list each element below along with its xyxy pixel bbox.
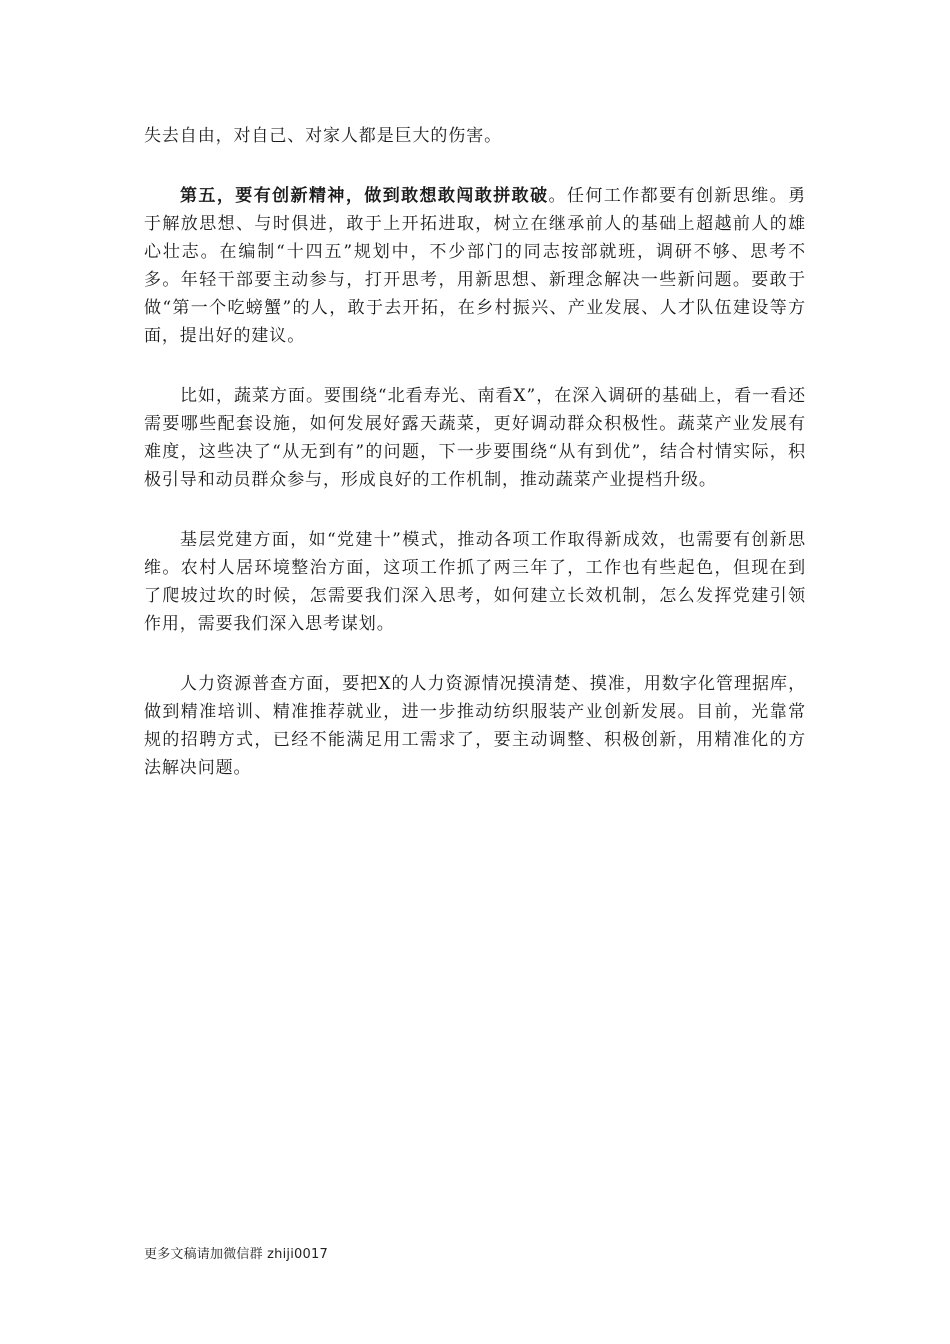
footer-note: 更多文稿请加微信群 zhiji0017 (144, 1247, 328, 1262)
paragraph-heading-bold: 第五，要有创新精神，做到敢想敢闯敢拼敢破 (180, 186, 549, 206)
paragraph-innovation-spirit (144, 182, 806, 350)
paragraph-text: 。任何工作都要有创新思维。勇于解放思想、与时俱进，敢于上开拓进取，树立在继承前人的基础上超越前人的雄心壮志。在编制“十四五”规划中，不少部门的同志按部就班，调研不够、思考不多。年轻干部要主动参与，打开思考，用新思想、新理念解决一些新问题。要敢于做“第一个吃螃蟹”的人，敢于去开拓，在乡村振兴、产业发展、人才队伍建设等方面，提出好的建议。 (144, 186, 806, 346)
paragraph-text: 基层党建方面，如“党建十”模式，推动各项工作取得新成效，也需要有创新思维。农村人居环境整治方面，这项工作抓了两三年了，工作也有些起色，但现在到了爬坡过坎的时候，怎需要我们深入思考，如何建立长效机制，怎么发挥党建引领作用，需要我们深入思考谋划。 (144, 530, 806, 634)
paragraph-continuation (144, 122, 806, 150)
paragraph-text: 失去自由，对自己、对家人都是巨大的伤害。 (144, 126, 502, 146)
paragraph-text: 比如，蔬菜方面。要围绕“北看寿光、南看X”，在深入调研的基础上，看一看还需要哪些配套设施，如何发展好露天蔬菜，更好调动群众积极性。蔬菜产业发展有难度，这些决了“从无到有”的问题，下一步要围绕“从有到优”，结合村情实际，积极引导和动员群众参与，形成良好的工作机制，推动蔬菜产业提档升级。 (144, 386, 806, 490)
document-body (144, 122, 806, 814)
paragraph-vegetables (144, 382, 806, 494)
paragraph-text: 人力资源普查方面，要把X的人力资源情况摸清楚、摸准，用数字化管理据库，做到精准培训、精准推荐就业，进一步推动纺织服装产业创新发展。目前，光靠常规的招聘方式，已经不能满足用工需求了，要主动调整、积极创新，用精准化的方法解决问题。 (144, 674, 806, 778)
paragraph-human-resources (144, 670, 806, 782)
paragraph-party-building (144, 526, 806, 638)
